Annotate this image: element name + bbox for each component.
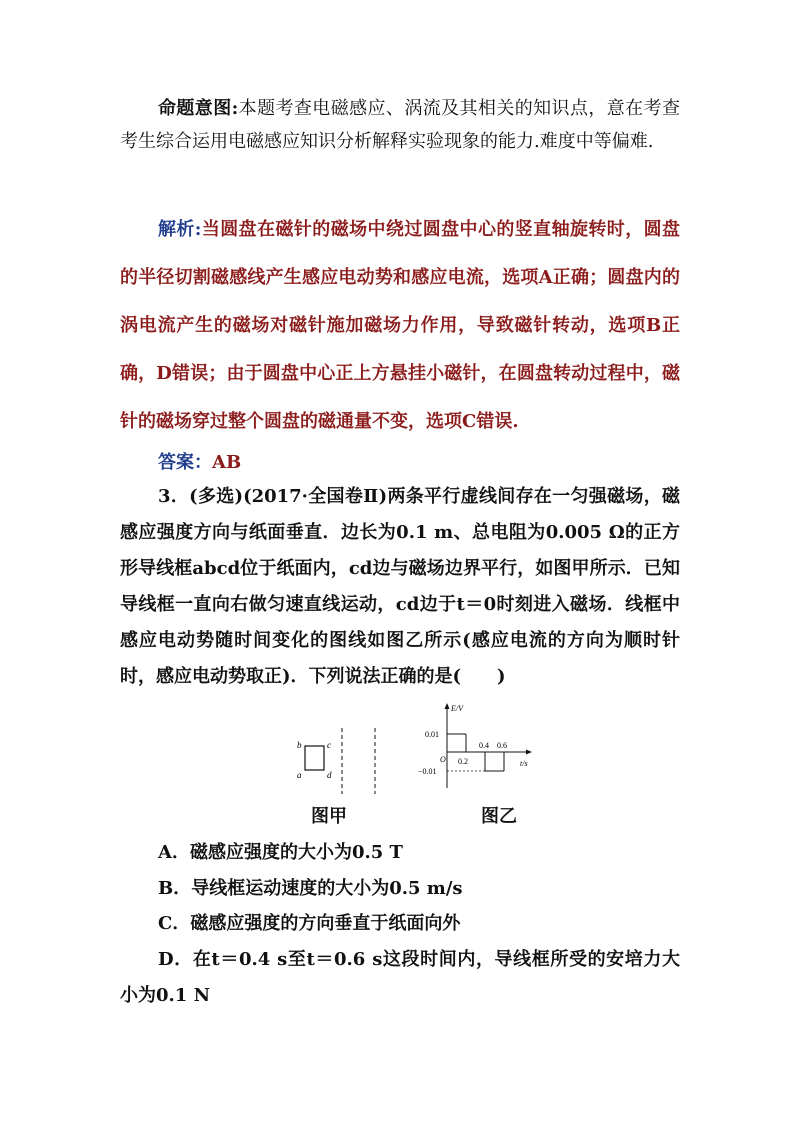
figure-b: [415, 700, 545, 795]
x-axis-arrow: [526, 750, 532, 755]
question-paragraph: [120, 479, 680, 695]
wire-frame: [305, 746, 324, 770]
intent-paragraph: [120, 92, 680, 158]
y-axis-arrow: [445, 703, 450, 709]
y-axis-label: E/V: [451, 704, 463, 713]
figure-a: [290, 728, 390, 800]
option-a: A．磁感应强度的大小为0.5 T: [158, 842, 403, 863]
x-axis-label: t/s: [520, 759, 528, 768]
option-b: B．导线框运动速度的大小为0.5 m/s: [158, 878, 463, 899]
answer-value: AB: [212, 452, 242, 473]
answer-label: 答案：: [158, 452, 212, 473]
corner-a: a: [297, 770, 302, 780]
analysis-paragraph: [120, 206, 680, 446]
option-d: [120, 942, 680, 1014]
option-d-text: D．在t＝0.4 s至t＝0.6 s这段时间内，导线框所受的安培力大小为0.1 N: [120, 949, 680, 1006]
x-tick-0-6: 0.6: [497, 741, 507, 750]
corner-d: d: [327, 770, 332, 780]
y-tick-pos: 0.01: [425, 730, 439, 739]
corner-b: b: [297, 740, 302, 750]
analysis-text: 当圆盘在磁针的磁场中绕过圆盘中心的竖直轴旋转时，圆盘的半径切割磁感线产生感应电动势和感应电流，选项A正确；圆盘内的涡电流产生的磁场对磁针施加磁场力作用，导致磁针转动，选项B正确，D错误；由于圆盘中心正上方悬挂小磁针，在圆盘转动过程中，磁针的磁场穿过整个圆盘的磁通量不变，选项C错误.: [120, 219, 680, 432]
origin-label: O: [440, 755, 446, 764]
figure-b-caption: 图乙: [481, 806, 517, 827]
x-tick-0-4: 0.4: [479, 741, 489, 750]
intent-text: 本题考查电磁感应、涡流及其相关的知识点，意在考查考生综合运用电磁感应知识分析解释实验现象的能力.难度中等偏难.: [120, 98, 680, 152]
analysis-label: 解析:: [158, 219, 202, 240]
x-tick-0-2: 0.2: [458, 757, 468, 766]
figure-a-caption: 图甲: [311, 806, 347, 827]
corner-c: c: [327, 740, 331, 750]
intent-label: 命题意图:: [158, 98, 239, 119]
option-c: C．磁感应强度的方向垂直于纸面向外: [158, 913, 461, 934]
y-tick-neg: −0.01: [418, 767, 437, 776]
question-text: 3．(多选)(2017·全国卷Ⅱ)两条平行虚线间存在一匀强磁场，磁感应强度方向与纸面垂直．边长为0.1 m、总电阻为0.005 Ω的正方形导线框abcd位于纸面内，cd边与磁场边界平行，如图甲所示．已知导线框一直向右做匀速直线运动，cd边于t＝0时刻进入磁场．线框中感应电动势随时间变化的图线如图乙所示(感应电流的方向为顺时针时，感应电动势取正)．下列说法正确的是( ): [120, 486, 680, 687]
answer-line: [120, 446, 680, 479]
